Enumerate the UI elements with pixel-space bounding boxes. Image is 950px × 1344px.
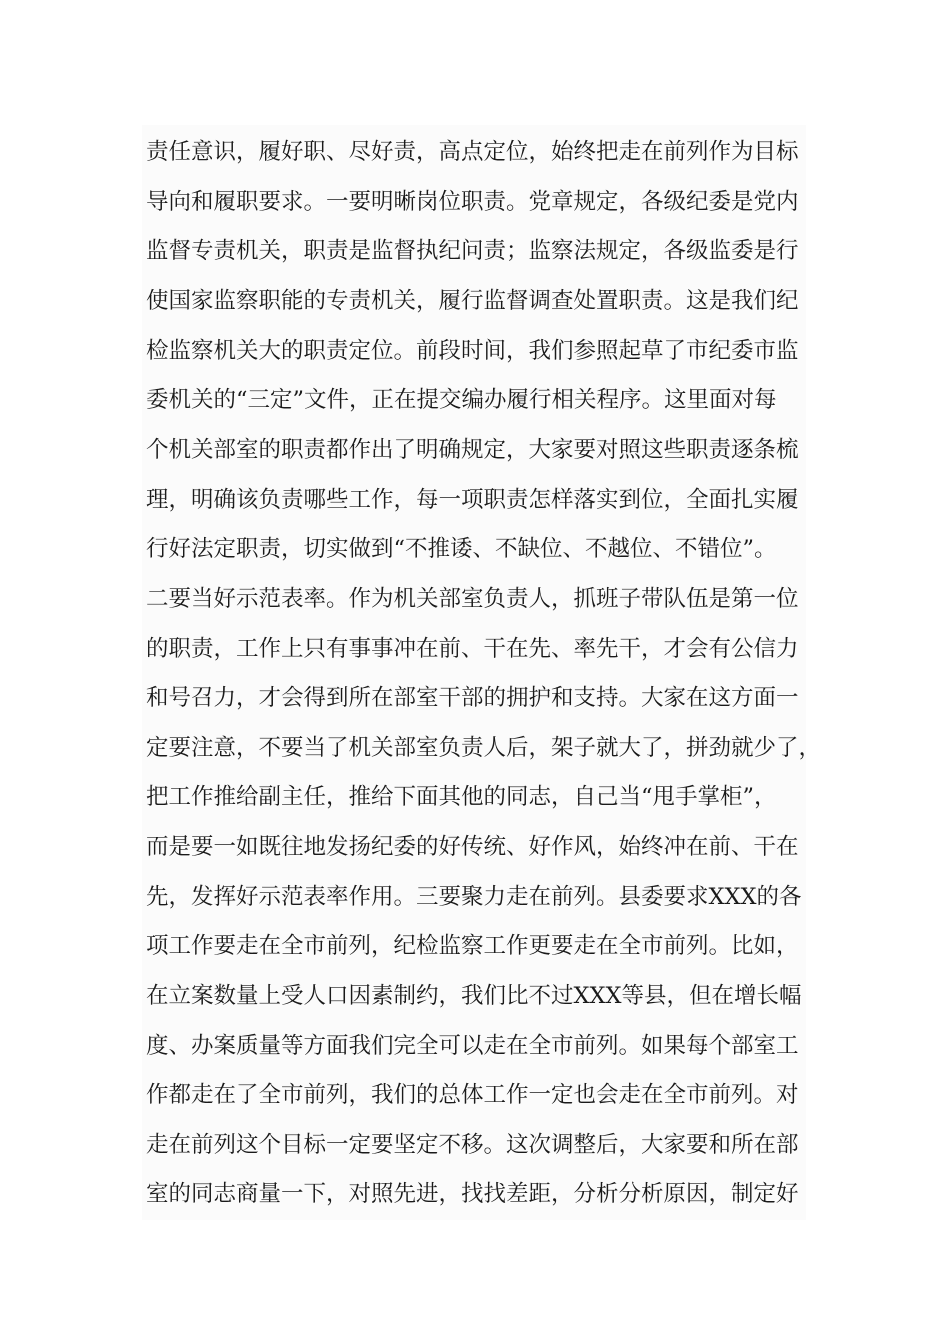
text-line: 定要注意，不要当了机关部室负责人后，架子就大了，拼劲就少了， [146,735,822,761]
text-line: 委机关的“三定”文件，正在提交编办履行相关程序。这里面对每 [146,387,777,413]
text-line: 二要当好示范表率。作为机关部室负责人，抓班子带队伍是第一位 [146,586,799,612]
text-line: 行好法定职责，切实做到“不推诿、不缺位、不越位、不错位”。 [146,536,777,562]
text-line: 而是要一如既往地发扬纪委的好传统、好作风，始终冲在前、干在 [146,834,799,860]
text-line: 个机关部室的职责都作出了明确规定，大家要对照这些职责逐条梳 [146,437,799,463]
document-text-block [142,125,822,1220]
text-line: 在立案数量上受人口因素制约，我们比不过XXX等县，但在增长幅 [146,983,802,1009]
text-line: 监督专责机关，职责是监督执纪问责；监察法规定，各级监委是行 [146,238,799,264]
text-line: 检监察机关大的职责定位。前段时间，我们参照起草了市纪委市监 [146,338,799,364]
text-line: 走在前列这个目标一定要坚定不移。这次调整后，大家要和所在部 [146,1132,799,1158]
text-line: 把工作推给副主任，推给下面其他的同志，自己当“甩手掌柜”， [146,784,777,810]
text-line: 度、办案质量等方面我们完全可以走在全市前列。如果每个部室工 [146,1033,799,1059]
text-line: 使国家监察职能的专责机关，履行监督调查处置职责。这是我们纪 [146,288,799,314]
text-line: 项工作要走在全市前列，纪检监察工作更要走在全市前列。比如， [146,933,799,959]
text-line: 室的同志商量一下，对照先进，找找差距，分析分析原因，制定好 [146,1181,799,1207]
text-line: 导向和履职要求。一要明晰岗位职责。党章规定，各级纪委是党内 [146,189,799,215]
text-line: 的职责，工作上只有事事冲在前、干在先、率先干，才会有公信力 [146,636,799,662]
text-line: 先，发挥好示范表率作用。三要聚力走在前列。县委要求XXX的各 [146,884,802,910]
text-line: 作都走在了全市前列，我们的总体工作一定也会走在全市前列。对 [146,1082,799,1108]
text-line: 责任意识，履好职、尽好责，高点定位，始终把走在前列作为目标 [146,139,799,165]
text-line: 理，明确该负责哪些工作，每一项职责怎样落实到位，全面扎实履 [146,487,799,513]
text-line: 和号召力，才会得到所在部室干部的拥护和支持。大家在这方面一 [146,685,799,711]
